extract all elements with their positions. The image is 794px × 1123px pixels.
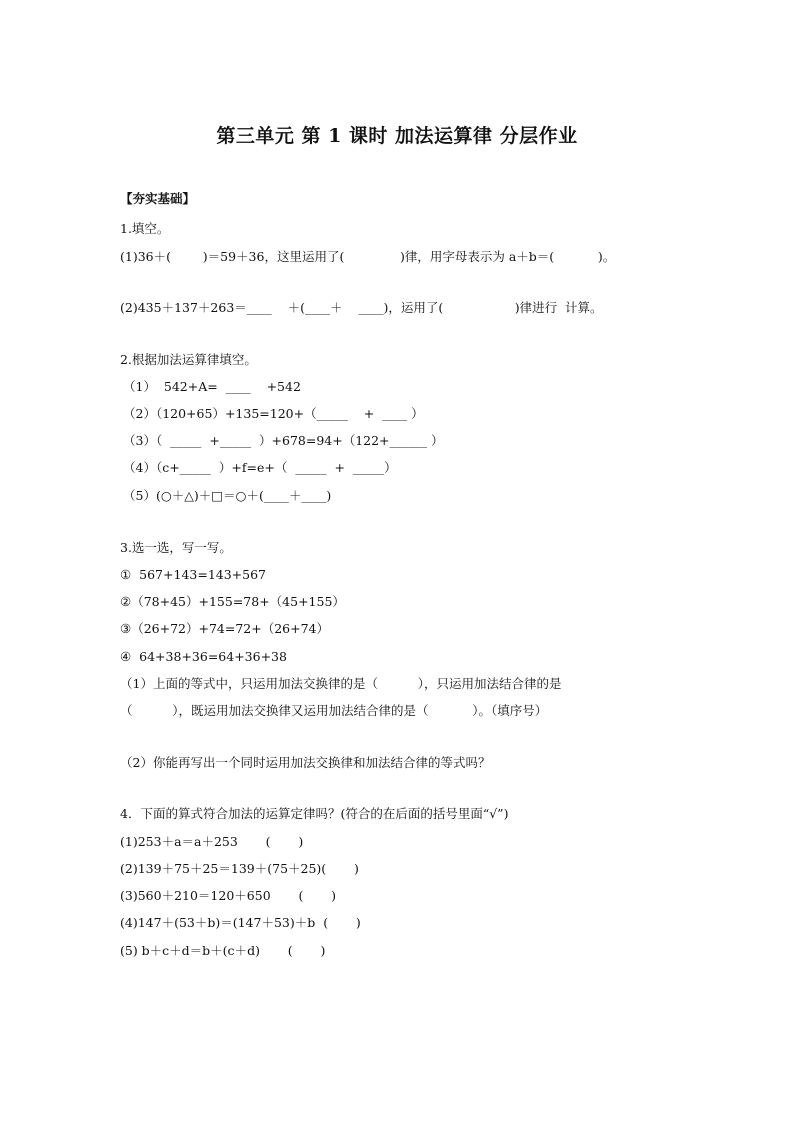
q3-option: ③（26+72）+74=72+（26+74） (120, 621, 330, 636)
q2-item: （1） 542+A= ____ +542 (123, 379, 301, 394)
q2-item: （5）(○＋△)＋□＝○＋(____＋____) (123, 488, 332, 503)
q3-heading: 3.选一选，写一写。 (120, 540, 232, 555)
page-title: 第三单元 第 1 课时 加法运算律 分层作业 (216, 125, 578, 147)
q3-option: ④ 64+38+36=64+36+38 (120, 649, 287, 664)
q3-sub2: （2）你能再写出一个同时运用加法交换律和加法结合律的等式吗？ (120, 755, 491, 770)
q4-item: (3)560＋210＝120＋650 ( ) (120, 888, 337, 903)
q3-option: ②（78+45）+155=78+（45+155） (120, 594, 345, 609)
q3-option: ① 567+143=143+567 (120, 567, 267, 582)
q3-sub1-line2: （ ），既运用加法交换律又运用加法结合律的是（ ）。（填序号） (120, 703, 548, 718)
q4-item: (1)253＋a＝a＋253 ( ) (120, 834, 304, 849)
q1-heading: 1.填空。 (120, 221, 170, 236)
section-heading: 【夯实基础】 (120, 191, 196, 206)
q4-heading: 4．下面的算式符合加法的运算定律吗？(符合的在后面的括号里面“√”) (120, 806, 509, 821)
q1-line2: (2)435＋137＋263＝____ ＋(____＋ ____)，运用了( )律进行 计算。 (120, 300, 603, 315)
q2-item: （3）（ _____ +_____ ）+678=94+（122+______ ） (123, 433, 444, 448)
q4-item: (4)147＋(53＋b)＝(147＋53)＋b ( ) (120, 915, 361, 930)
q2-item: （2）（120+65）+135=120+（_____ + ____ ） (123, 406, 424, 421)
q1-line1: (1)36＋( )＝59＋36，这里运用了( )律，用字母表示为 a＋b＝( )。 (120, 249, 616, 264)
q2-heading: 2.根据加法运算律填空。 (120, 352, 257, 367)
q4-item: (5) b＋c＋d＝b＋(c＋d) ( ) (120, 943, 326, 958)
q2-item: （4）（c+_____ ）+f=e+（ _____ + _____） (123, 460, 397, 475)
q4-item: (2)139＋75＋25＝139＋(75＋25)( ) (120, 861, 359, 876)
q3-sub1-line1: （1）上面的等式中，只运用加法交换律的是（ ），只运用加法结合律的是 (120, 676, 562, 691)
